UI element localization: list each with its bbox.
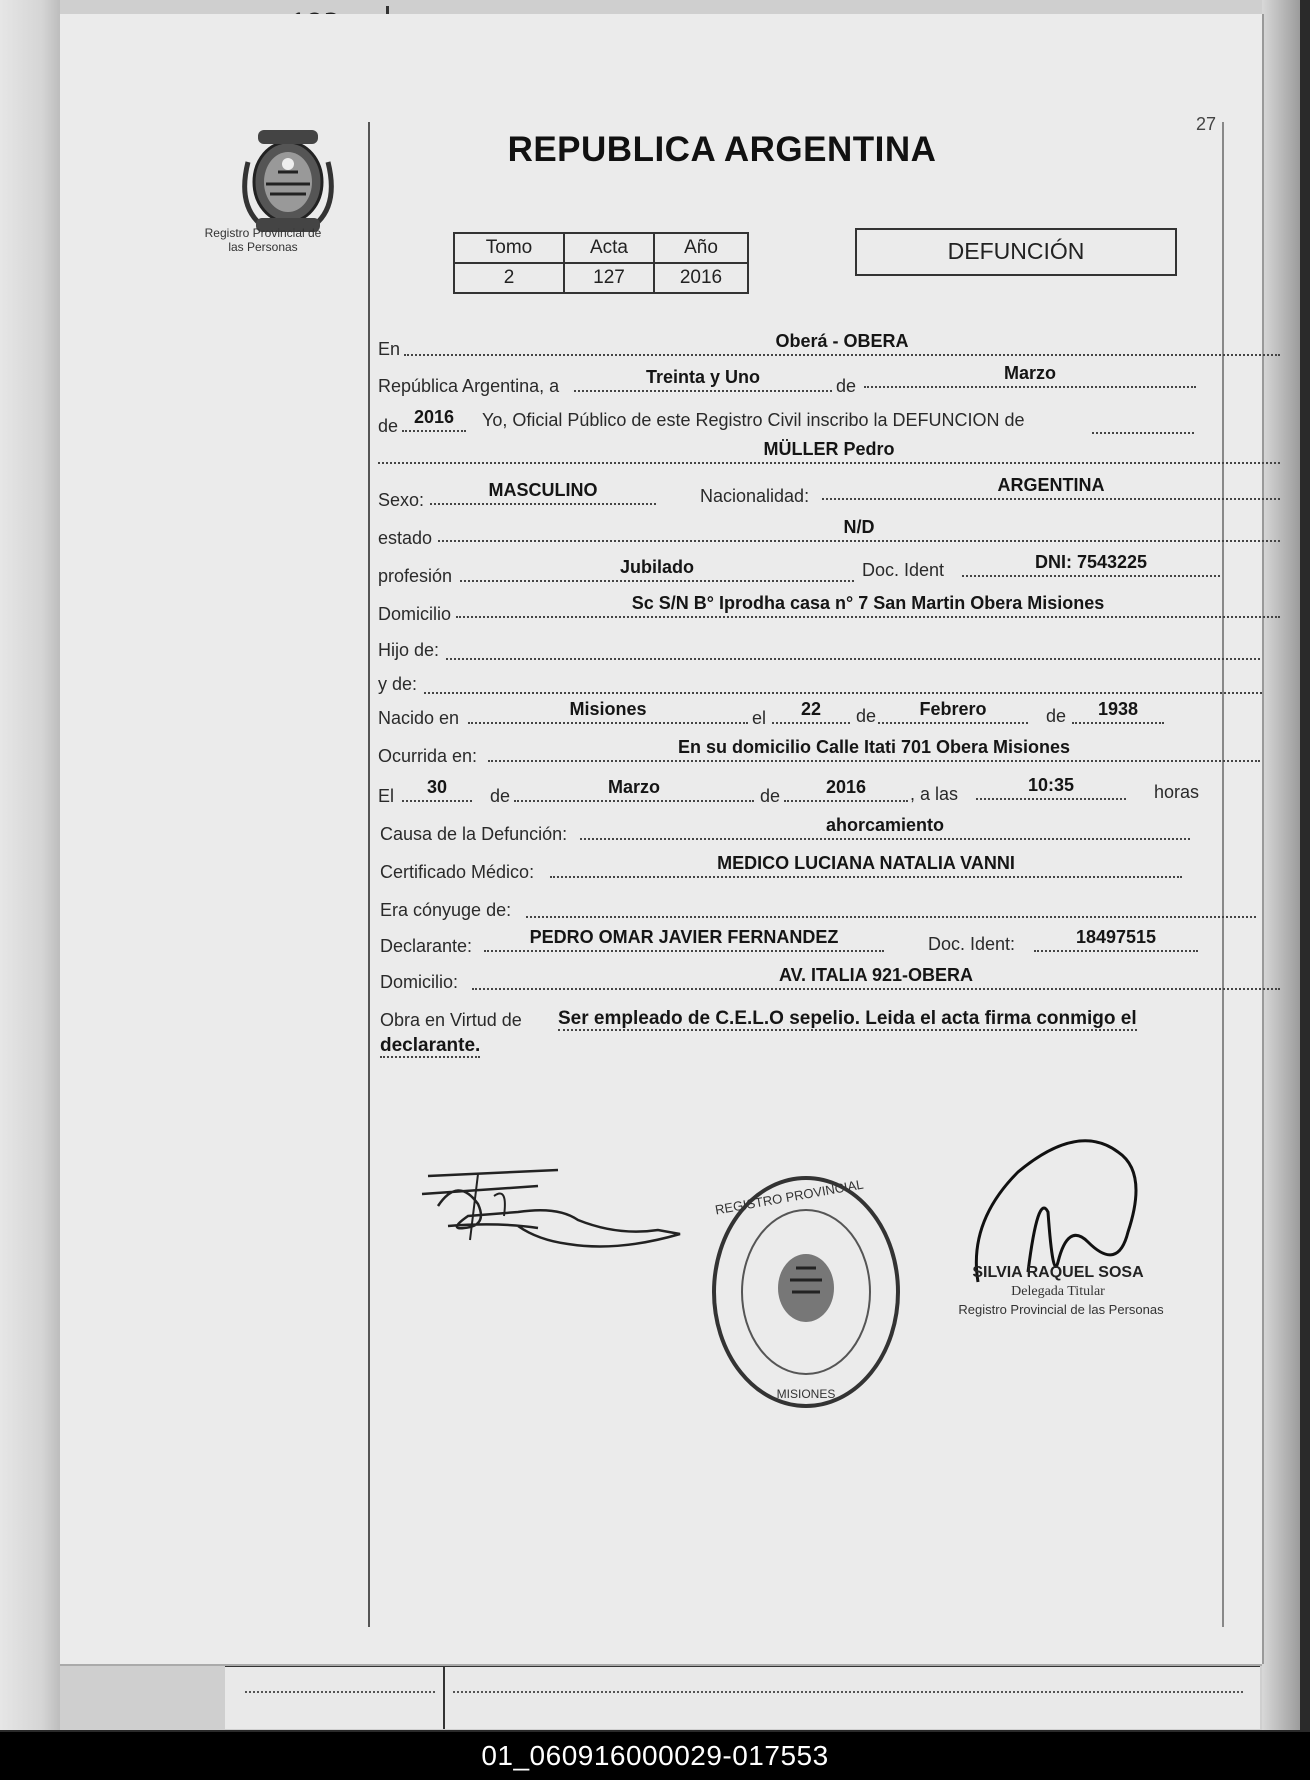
official-name: SILVIA RAQUEL SOSA <box>972 1264 1144 1281</box>
inscribo-blank <box>1092 408 1194 434</box>
domicilio2-field: AV. ITALIA 921-OBERA <box>472 964 1280 990</box>
doc-ident-field: DNI: 7543225 <box>962 551 1220 577</box>
doc-ident2-label: Doc. Ident: <box>928 934 1016 954</box>
death-certificate <box>60 14 1262 1664</box>
declarante-doc-field: 18497515 <box>1034 926 1198 952</box>
obra-field <box>558 1006 1280 1031</box>
declarante-field: PEDRO OMAR JAVIER FERNANDEZ <box>484 926 884 952</box>
certificado-field: MEDICO LUCIANA NATALIA VANNI <box>550 852 1182 878</box>
domicilio-field: Sc S/N B° Iprodha casa n° 7 San Martin Obera Misiones <box>456 592 1280 618</box>
death-time-field: 10:35 <box>976 774 1126 800</box>
anio-value: 2016 <box>654 263 748 293</box>
record-table-header: Año <box>654 233 748 263</box>
estado-field: N/D <box>438 516 1280 542</box>
nacionalidad-label: Nacionalidad: <box>700 486 810 506</box>
obra-field-continued <box>380 1033 580 1058</box>
page-number: 27 <box>1196 114 1217 134</box>
sexo-label: Sexo: <box>378 490 425 510</box>
de-label: de <box>836 376 857 396</box>
record-table-header: Tomo <box>454 233 564 263</box>
nacido-label: Nacido en <box>378 708 460 728</box>
obra-label: Obra en Virtud de <box>380 1010 522 1030</box>
obra-line: declarante. <box>380 1035 481 1056</box>
causa-label: Causa de la Defunción: <box>380 824 568 844</box>
inscribo-text: Yo, Oficial Público de este Registro Civil inscribo la DEFUNCION de <box>482 410 1025 430</box>
en-label: En <box>378 339 401 359</box>
ledger-left-edge <box>0 0 60 1730</box>
record-table-value-row <box>454 263 748 293</box>
el-label: el <box>752 708 767 728</box>
de5-label: de <box>490 786 511 806</box>
conyuge-field <box>526 892 1256 918</box>
obra-line: Ser empleado de C.E.L.O sepelio. Leida el acta firma conmigo el <box>558 1008 1137 1029</box>
official-seal-icon <box>706 1170 906 1414</box>
de6-label: de <box>760 786 781 806</box>
record-table-header-row <box>454 233 748 263</box>
hijo-label: Hijo de: <box>378 640 440 660</box>
de2-label: de <box>378 416 399 436</box>
ledger-bottom-strip <box>225 1665 1260 1729</box>
doc-ident-label: Doc. Ident <box>862 560 945 580</box>
registry-caption <box>178 226 348 254</box>
deceased-name-field: MÜLLER Pedro <box>378 438 1280 464</box>
province-emblem-icon <box>238 122 338 240</box>
acta-value: 127 <box>564 263 654 293</box>
tomo-value: 2 <box>454 263 564 293</box>
record-table-header: Acta <box>564 233 654 263</box>
birth-year-field: 1938 <box>1072 698 1164 724</box>
month-field: Marzo <box>864 362 1196 388</box>
year-field: 2016 <box>402 406 466 432</box>
ledger-right-edge <box>1262 0 1300 1730</box>
registry-caption-line: Registro Provincial de <box>204 226 322 240</box>
profesion-field: Jubilado <box>460 556 854 582</box>
birthplace-field: Misiones <box>468 698 748 724</box>
death-month-field: Marzo <box>514 776 754 802</box>
place-field: Oberá - OBERA <box>404 330 1280 356</box>
country-title: REPUBLICA ARGENTINA <box>507 130 937 169</box>
domicilio-label: Domicilio <box>378 604 452 624</box>
svg-text:REGISTRO PROVINCIAL: REGISTRO PROVINCIAL <box>713 1176 865 1218</box>
declarant-signature-icon <box>418 1156 688 1266</box>
nacionalidad-field: ARGENTINA <box>822 474 1280 500</box>
de4-label: de <box>1046 706 1067 726</box>
ocurrida-field: En su domicilio Calle Itati 701 Obera Misiones <box>488 736 1260 762</box>
horas-label: horas <box>1154 782 1200 802</box>
conyuge-label: Era cónyuge de: <box>380 900 512 920</box>
birth-day-field: 22 <box>772 698 850 724</box>
hijo-field <box>446 634 1260 660</box>
margin-line <box>368 122 370 1627</box>
day-words-field: Treinta y Uno <box>574 366 832 392</box>
certificado-label: Certificado Médico: <box>380 862 535 882</box>
ledger-separator <box>443 1667 445 1729</box>
svg-text:MISIONES: MISIONES <box>776 1387 836 1401</box>
profesion-label: profesión <box>378 566 453 586</box>
official-registry: Registro Provincial de las Personas <box>958 1302 1164 1317</box>
registry-caption-line: las Personas <box>228 240 298 254</box>
el2-label: El <box>378 786 395 806</box>
estado-label: estado <box>378 528 433 548</box>
birth-month-field: Febrero <box>878 698 1028 724</box>
death-year-field: 2016 <box>784 776 908 802</box>
declarante-label: Declarante: <box>380 936 473 956</box>
ledger-dotted-line <box>245 1691 435 1693</box>
causa-field: ahorcamiento <box>580 814 1190 840</box>
ledger-dotted-line <box>453 1691 1243 1693</box>
file-id-footer: 01_060916000029-017553 <box>0 1732 1310 1780</box>
record-table <box>453 232 749 294</box>
republica-label: República Argentina, a <box>378 376 560 396</box>
de3-label: de <box>856 706 877 726</box>
domicilio2-label: Domicilio: <box>380 972 459 992</box>
sexo-field: MASCULINO <box>430 479 656 505</box>
yde-label: y de: <box>378 674 418 694</box>
ocurrida-label: Ocurrida en: <box>378 746 478 766</box>
death-day-field: 30 <box>402 776 472 802</box>
record-type-box: DEFUNCIÓN <box>855 228 1177 276</box>
alas-label: , a las <box>910 784 959 804</box>
yde-field <box>424 668 1262 694</box>
official-title: Delegada Titular <box>1011 1284 1105 1299</box>
